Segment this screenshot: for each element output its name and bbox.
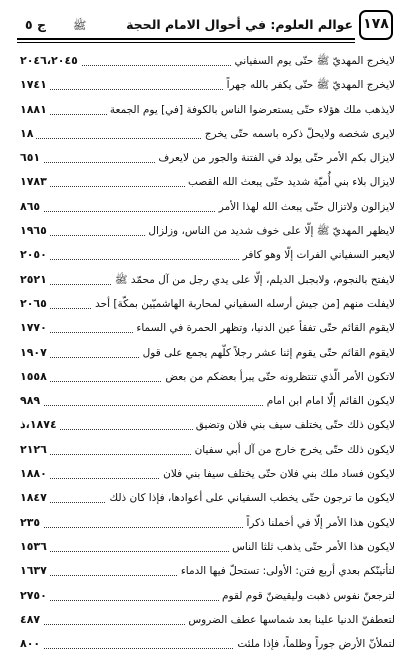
entry-text: لايفتح بالنجوم، ولابجبل الديلم، إلّا على يدي رجل من آل محمّد ﷺ (112, 274, 395, 289)
index-entry (20, 366, 395, 390)
index-entry (20, 99, 395, 123)
entry-text: لايفلت منهم [من جيش أرسله السفياني لمحاربة الهاشميّين بمكّة] أحد (92, 298, 395, 310)
entry-page-number: ١٥٣٦ (20, 540, 50, 553)
index-entry (20, 220, 395, 244)
entry-page-number: ٢٥٢١ (20, 273, 50, 286)
entry-text: لايكون ذلك حتّى يخرج خارج من آل أبي سفيان (192, 444, 395, 456)
index-entry (20, 317, 395, 341)
entry-page-number: ١٦٣٧ (20, 564, 50, 577)
entry-text: لايظهر المهديّ ﷺ إلّا على خوف شديد من الناس، وزلزال (145, 225, 395, 240)
entry-text: لايقوم القائم حتّى يقوم إثنا عشر رجلاً كلّهم يجمع على قول (140, 347, 395, 359)
index-entry (20, 74, 395, 98)
index-entry (20, 269, 395, 293)
entry-text: لتملأنّ الأرض جوراً وظلماً، فإذا ملئت (234, 638, 395, 650)
entry-text: لايزال بلاء بني أُميّة شديد حتّى يبعث الله القصب (185, 176, 395, 188)
entry-page-number: ٢٠٦٥ (20, 297, 50, 310)
entry-page-number: ١٨٧٤،ذ (20, 418, 60, 431)
entry-page-number: ٨٠٠ (20, 637, 43, 650)
index-entry (20, 123, 395, 147)
page-number: ١٧٨ (363, 16, 389, 32)
entry-page-number: ٨٦٥ (20, 200, 43, 213)
entry-text: لايكون هذا الأمر حتّى يذهب ثلثا الناس (229, 541, 395, 553)
entry-page-number: ١٧٤١ (20, 78, 50, 91)
entry-text: لايكون ذلك حتّى يختلف سيف بني فلان وتضيق (193, 419, 395, 431)
entry-page-number: ١٥٥٨ (20, 370, 50, 383)
entry-text: لايكون هذا الأمر إلّا في أخملنا ذكراً (243, 517, 395, 529)
index-entry (20, 171, 395, 195)
entry-page-number: ٢٠٤٦،٢٠٤٥ (20, 54, 81, 67)
entry-page-number: ١٨٨١ (20, 103, 50, 116)
index-entry (20, 536, 395, 560)
index-entry (20, 390, 395, 414)
index-entry (20, 244, 395, 268)
entry-text: لايكون ما ترجون حتّى يخطب السفياني على أعوادها، فإذا كان ذلك (106, 492, 395, 504)
entry-text: لتأتينّكم بعدي أربع فتن: الأولى: تستحلّ فيها الدماء (178, 565, 395, 577)
index-entry (20, 512, 395, 536)
volume-label: ج ٥ (25, 17, 47, 32)
entry-text: لايعبر السفياني الفرات إلّا وهو كافر (240, 249, 395, 261)
entry-page-number: ٢١٢٦ (20, 443, 50, 456)
entry-text: لايكون القائم إلّا امام ابن امام (264, 395, 395, 407)
honorific-ornament: ﷺ (73, 19, 87, 32)
entry-text: لايزال بكم الأمر حتّى يولد في الفتنة والجور من لايعرف (155, 152, 395, 164)
header-rule (17, 38, 355, 40)
index-entry (20, 439, 395, 463)
entry-page-number: ١٨ (20, 127, 36, 140)
index-entry (20, 293, 395, 317)
index-entry (20, 414, 395, 438)
entry-page-number: ١٨٤٧ (20, 491, 50, 504)
entry-text: لايخرج المهديّ ﷺ حتّى يوم السفياني (232, 55, 395, 70)
entry-text: لترجعنّ نفوس ذهبت وليقيضنّ قوم لقوم (219, 590, 395, 602)
index-entry (20, 196, 395, 220)
index-entry (20, 463, 395, 487)
entry-page-number: ١٩٦٥ (20, 224, 50, 237)
entry-text: لاتكون الأمر الّذي تنتظرونه حتّى يبرأ بعضكم من بعض (162, 371, 395, 383)
entry-page-number: ٢٧٥٠ (20, 589, 50, 602)
entry-text: لايرى شخصه ولايحلّ ذكره باسمه حتّى يخرج (202, 128, 395, 140)
header-rule-thin (17, 42, 355, 43)
entry-page-number: ٤٨٧ (20, 613, 43, 626)
entry-text: لايزالون ولاتزال حتّى يبعث الله لهذا الأمر (216, 201, 395, 213)
entry-text: لايذهب ملك هؤلاء حتّى يستعرضوا الناس بالكوفة [في] يوم الجمعة (107, 104, 395, 116)
index-entry (20, 147, 395, 171)
index-list (20, 50, 395, 657)
running-title: عوالم العلوم: في أحوال الامام الحجة (126, 17, 353, 32)
index-entry (20, 585, 395, 609)
index-entry (20, 342, 395, 366)
index-entry (20, 633, 395, 657)
index-entry (20, 560, 395, 584)
entry-page-number: ١٩٠٧ (20, 346, 50, 359)
index-entry (20, 50, 395, 74)
entry-page-number: ١٧٨٣ (20, 175, 50, 188)
index-entry (20, 487, 395, 511)
entry-text: لايكون فساد ملك بني فلان حتّى يختلف سيفا بني فلان (160, 468, 395, 480)
entry-page-number: ٢٠٥٠ (20, 248, 50, 261)
entry-text: لتعطفنّ الدنيا علينا بعد شماسها عطف الضروس (185, 614, 395, 626)
entry-page-number: ٩٨٩ (20, 394, 43, 407)
entry-text: لايخرج المهديّ ﷺ حتّى يكفر بالله جهراً (224, 79, 395, 94)
entry-page-number: ١٨٨٠ (20, 467, 50, 480)
entry-text: لايقوم القائم حتّى تفقأ عين الدنيا، وتظهر الحمرة في السماء (133, 322, 395, 334)
page-number-badge (359, 10, 393, 40)
page-header (17, 10, 393, 40)
entry-page-number: ٢٣٥ (20, 516, 43, 529)
index-entry (20, 609, 395, 633)
entry-page-number: ٦٥١ (20, 151, 43, 164)
entry-page-number: ١٧٧٠ (20, 321, 50, 334)
